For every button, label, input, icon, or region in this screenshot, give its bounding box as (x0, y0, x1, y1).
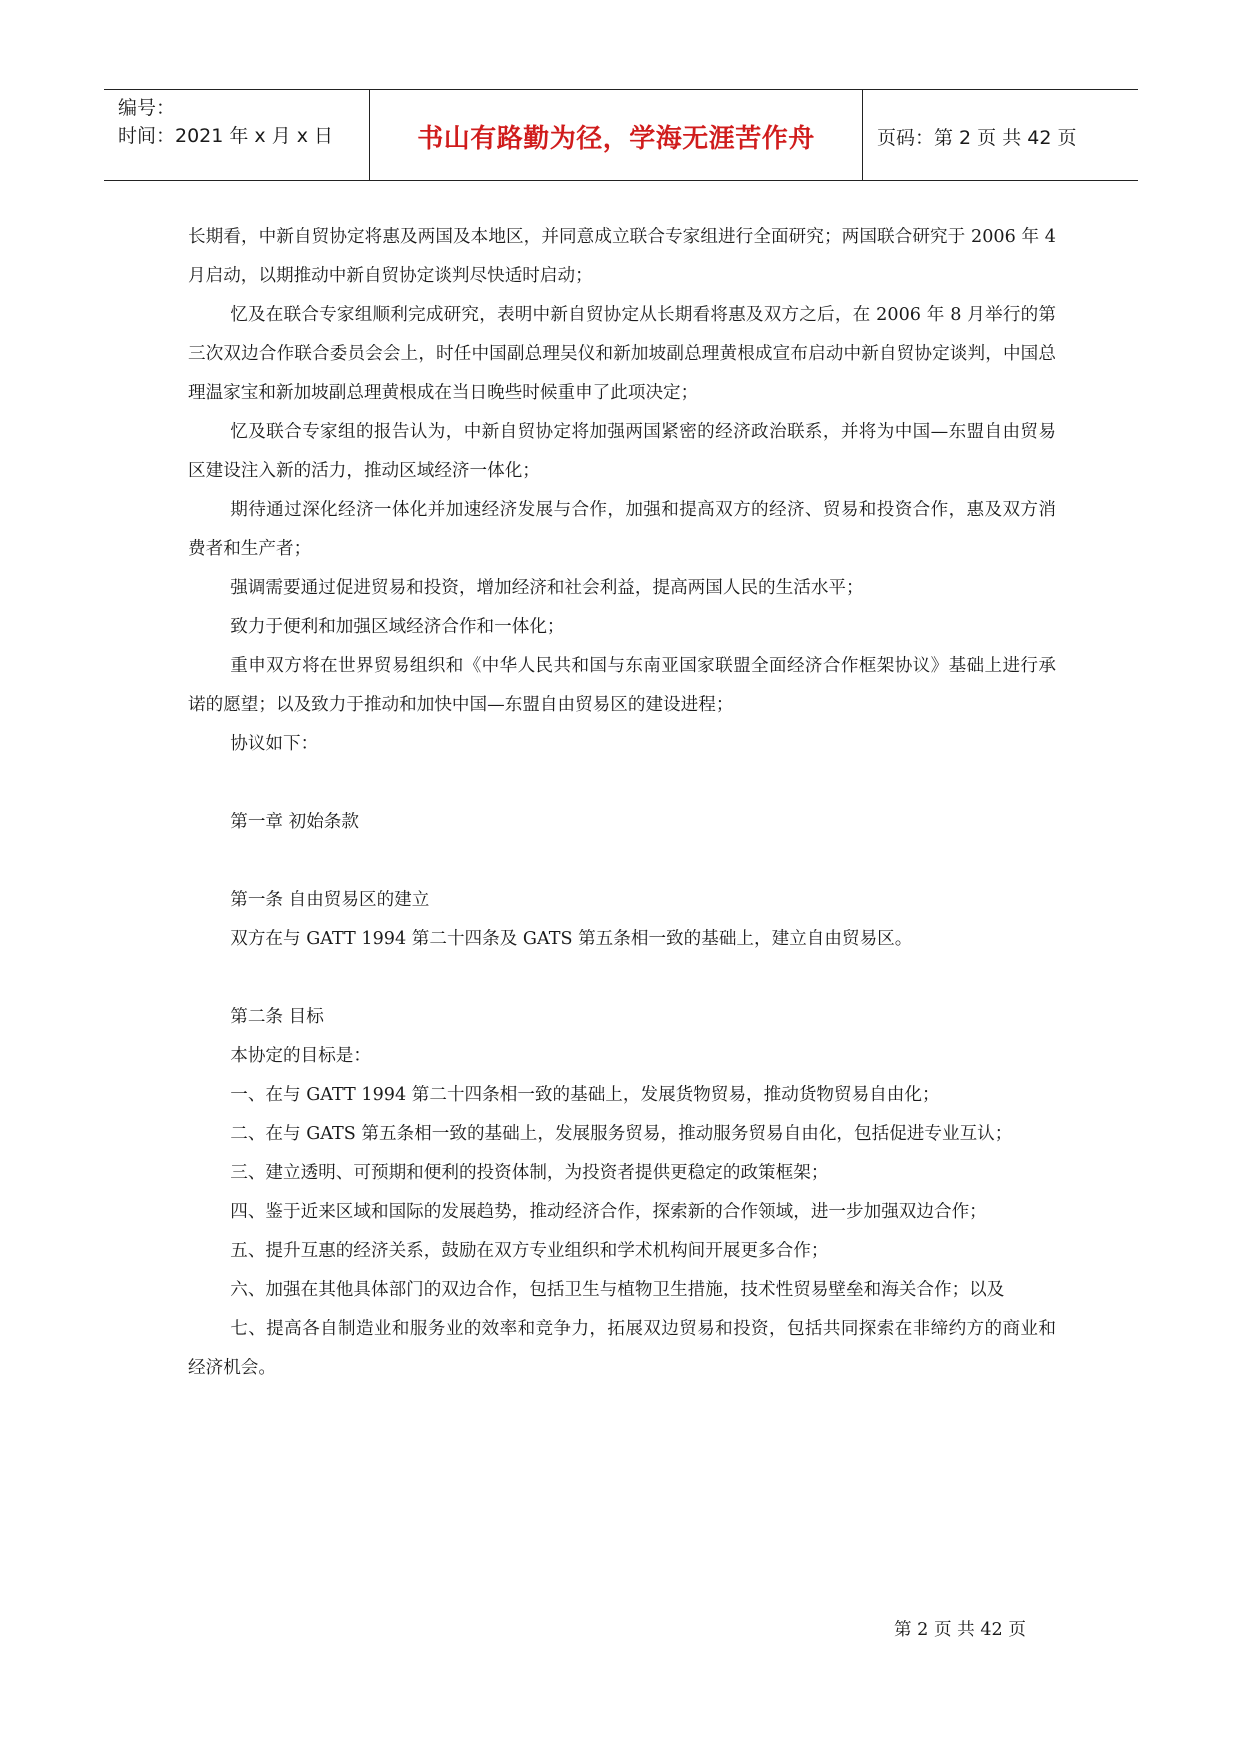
paragraph: 重申双方将在世界贸易组织和《中华人民共和国与东南亚国家联盟全面经济合作框架协议》基础上进行承诺的愿望；以及致力于推动和加快中国—东盟自由贸易区的建设进程； (188, 656, 1056, 715)
article-text: 双方在与 GATT 1994 第二十四条及 GATS 第五条相一致的基础上，建立自由贸易区。 (230, 929, 913, 949)
document-date-label: 时间：2021 年 x 月 x 日 (118, 125, 334, 147)
list-item: 六、加强在其他具体部门的双边合作，包括卫生与植物卫生措施，技术性贸易壁垒和海关合作；以及 (230, 1280, 1005, 1300)
header-motto: 书山有路勤为径，学海无涯苦作舟 (417, 124, 815, 154)
list-item: 三、建立透明、可预期和便利的投资体制，为投资者提供更稳定的政策框架； (230, 1163, 829, 1183)
paragraph: 忆及联合专家组的报告认为，中新自贸协定将加强两国紧密的经济政治联系，并将为中国—东盟自由贸易区建设注入新的活力，推动区域经济一体化； (188, 422, 1056, 481)
spacer (188, 959, 1056, 998)
list-item: 二、在与 GATS 第五条相一致的基础上，发展服务贸易，推动服务贸易自由化，包括促进专业互认； (230, 1124, 1013, 1144)
list-item: 四、鉴于近来区域和国际的发展趋势，推动经济合作，探索新的合作领域，进一步加强双边合作； (230, 1202, 987, 1222)
article-heading: 第二条 目标 (230, 1007, 324, 1027)
spacer (188, 842, 1056, 881)
list-item: 七、提高各自制造业和服务业的效率和竞争力，拓展双边贸易和投资，包括共同探索在非缔约方的商业和经济机会。 (188, 1319, 1056, 1378)
paragraph: 忆及在联合专家组顺利完成研究，表明中新自贸协定从长期看将惠及双方之后，在 2006 年 8 月举行的第三次双边合作联合委员会会上，时任中国副总理吴仪和新加坡副总理黄根成宣布启动中新自贸协定谈判，中国总理温家宝和新加坡副总理黄根成在当日晚些时候重申了此项决定； (188, 305, 1056, 403)
list-item: 一、在与 GATT 1994 第二十四条相一致的基础上，发展货物贸易，推动货物贸易自由化； (230, 1085, 940, 1105)
paragraph: 强调需要通过促进贸易和投资，增加经济和社会利益，提高两国人民的生活水平； (230, 578, 864, 598)
spacer (188, 764, 1056, 803)
page-footer-number: 第 2 页 共 42 页 (894, 1620, 1026, 1640)
header-meta-cell (104, 90, 370, 180)
header-motto-cell (370, 90, 863, 180)
paragraph: 期待通过深化经济一体化并加速经济发展与合作，加强和提高双方的经济、贸易和投资合作，惠及双方消费者和生产者； (188, 500, 1056, 559)
article-heading: 第一条 自由贸易区的建立 (230, 890, 430, 910)
article-intro: 本协定的目标是： (230, 1046, 371, 1066)
document-body (188, 218, 1056, 1388)
list-item: 五、提升互惠的经济关系，鼓励在双方专业组织和学术机构间开展更多合作； (230, 1241, 829, 1261)
document-number-label: 编号： (118, 97, 176, 119)
header-page-cell (863, 90, 1138, 180)
chapter-heading: 第一章 初始条款 (230, 812, 359, 832)
header-page-code: 页码：第 2 页 共 42 页 (877, 127, 1077, 149)
paragraph: 协议如下： (230, 734, 319, 754)
paragraph-continued: 长期看，中新自贸协定将惠及两国及本地区，并同意成立联合专家组进行全面研究；两国联合研究于 2006 年 4 月启动，以期推动中新自贸协定谈判尽快适时启动； (188, 227, 1056, 286)
paragraph: 致力于便利和加强区域经济合作和一体化； (230, 617, 565, 637)
page-header (104, 89, 1138, 181)
